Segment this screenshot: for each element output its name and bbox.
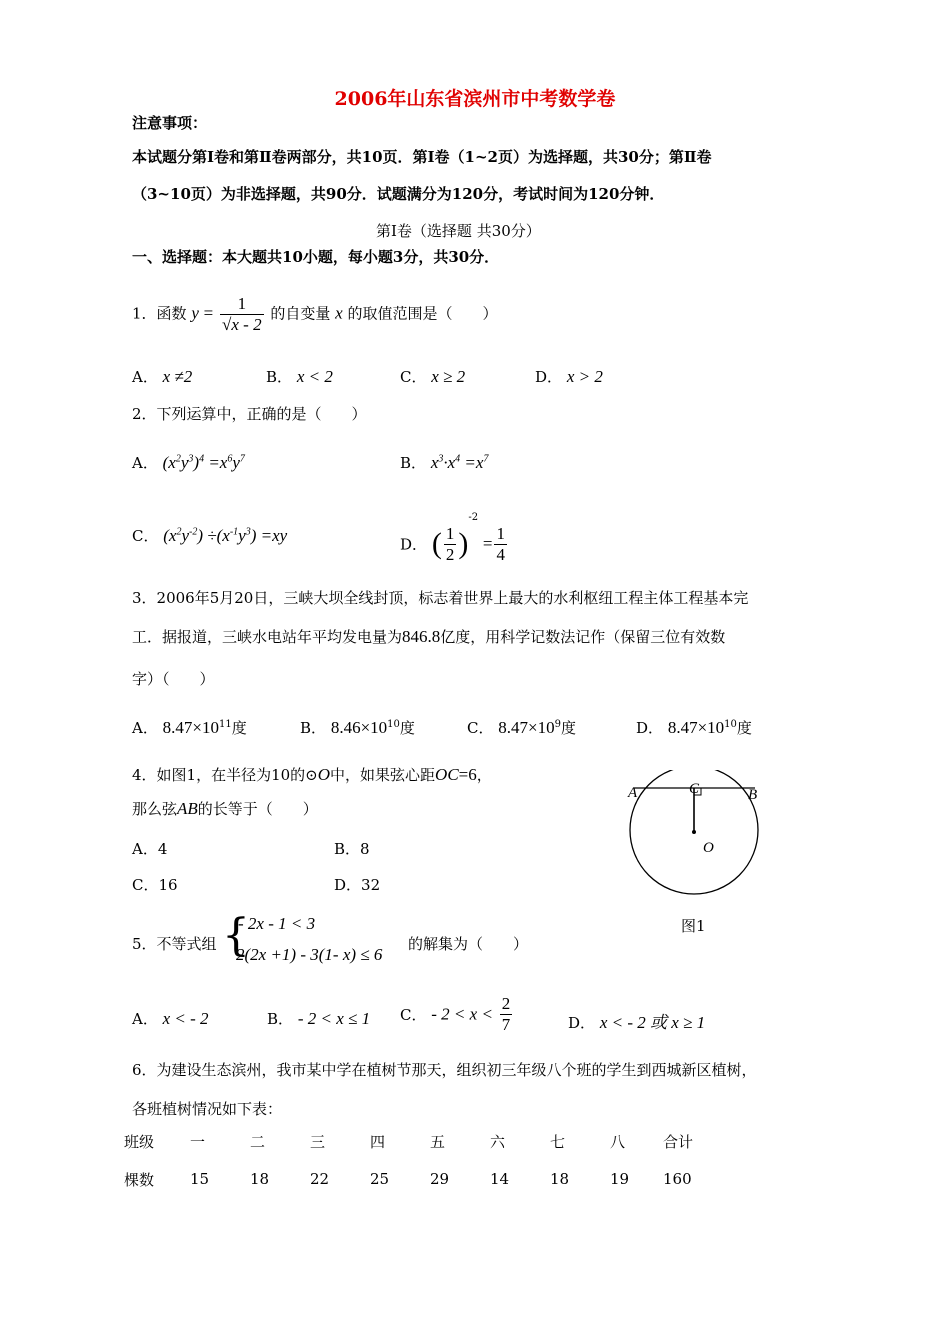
part1-heading: 第Ⅰ卷（选择题 共30分） [376, 222, 541, 240]
label-a: A [628, 785, 638, 801]
question-5-suffix: 的解集为（ ） [408, 935, 529, 953]
q1-fraction: $\frac{1}{√x - 2}$ [222, 294, 262, 334]
label-o: O [703, 840, 714, 856]
q1-option-a[interactable]: A． x ≠2 [132, 367, 193, 386]
question-4-line-1: 4．如图1，在半径为10的⊙O中，如果弦心距OC=6， [132, 765, 492, 784]
question-6-line-2: 各班植树情况如下表： [132, 1100, 283, 1118]
label-c: C [689, 781, 700, 797]
q2-option-b[interactable]: B． $x^3\cdot x^4 =x^7$ [400, 453, 489, 472]
q5-option-b[interactable]: B． - 2 < x ≤ 1 [267, 1009, 371, 1028]
q5-option-d[interactable]: D． x < - 2 或 x ≥ 1 [568, 1013, 706, 1032]
question-5-prefix: 5．不等式组 [132, 935, 217, 953]
q5-inequality-2: 2(2x +1) - 3(1- x) ≤ 6 [236, 945, 383, 964]
page-title: 2006年山东省滨州市中考数学卷 [334, 88, 616, 110]
q1-option-c[interactable]: C． x ≥ 2 [400, 367, 466, 386]
section1-heading: 一、选择题：本大题共10小题，每小题3分，共30分． [132, 248, 500, 266]
question-3-line-2: 工．据报道，三峡水电站年平均发电量为846.8亿度，用科学记数法记作（保留三位有效数 [132, 627, 726, 646]
q4-option-d[interactable]: D．32 [334, 876, 381, 894]
table-header-row: 班级 一 二 三 四 五 六 七 八 合计 [124, 1132, 694, 1151]
label-b: B [748, 787, 758, 803]
q1-option-d[interactable]: D． x > 2 [535, 367, 603, 386]
question-6-line-1: 6．为建设生态滨州，我市某中学在植树节那天，组织初三年级八个班的学生到西城新区植树， [132, 1061, 757, 1079]
q2-option-c[interactable]: C． $(x^2y^{-2}) \div(x^{-1}y^3) =xy$ [132, 526, 288, 545]
notice-line-2: （3~10页）为非选择题，共90分．试题满分为120分，考试时间为120分钟． [132, 185, 665, 203]
figure-1-circle-diagram [615, 770, 775, 900]
question-1: 1．函数 y = $\frac{1}{√x - 2}$ 的自变量 x 的取值范围是（ ） [132, 294, 498, 334]
q2-option-a[interactable]: A． $(x^2y^3)^4 =x^6y^7$ [132, 453, 245, 472]
notice-heading: 注意事项： [132, 114, 208, 132]
q3-option-b[interactable]: B． $8.46\times 10^{10}$度 [300, 718, 415, 737]
q1-option-b[interactable]: B． x < 2 [266, 367, 333, 386]
figure-1-caption: 图1 [681, 917, 706, 935]
question-2: 2．下列运算中，正确的是（ ） [132, 405, 367, 423]
q3-option-a[interactable]: A． $8.47\times 10^{11}$度 [132, 718, 247, 737]
tree-planting-table [124, 1122, 723, 1198]
q4-option-a[interactable]: A．4 [132, 840, 168, 858]
question-3-line-3: 字）（ ） [132, 670, 215, 688]
q2-option-d[interactable]: D． ( $\frac{1}{2}$ )$^{-2}$ = $\frac{1}{4}$ [400, 512, 505, 564]
q5-option-a[interactable]: A． x < - 2 [132, 1009, 209, 1028]
q5-option-c[interactable]: C． - 2 < x < $\frac{2}{7}$ [400, 994, 511, 1034]
q4-option-c[interactable]: C．16 [132, 876, 178, 894]
question-3-line-1: 3．2006年5月20日，三峡大坝全线封顶，标志着世界上最大的水利枢纽工程主体工程基本完 [132, 589, 749, 607]
q3-option-d[interactable]: D． $8.47\times 10^{10}$度 [636, 718, 752, 737]
q5-inequality-1: - 2x - 1 < 3 [238, 914, 316, 933]
brace-icon: { [222, 910, 250, 961]
table-row: 棵数 15 18 22 25 29 14 18 19 160 [124, 1170, 692, 1189]
q3-option-c[interactable]: C． $8.47\times 10^9$度 [467, 718, 576, 737]
notice-line-1: 本试题分第Ⅰ卷和第Ⅱ卷两部分，共10页．第Ⅰ卷（1~2页）为选择题，共30分；第Ⅱ卷 [132, 148, 712, 166]
question-4-line-2: 那么弦AB的长等于（ ） [132, 799, 318, 818]
center-point [692, 830, 696, 834]
q4-option-b[interactable]: B．8 [334, 840, 370, 858]
